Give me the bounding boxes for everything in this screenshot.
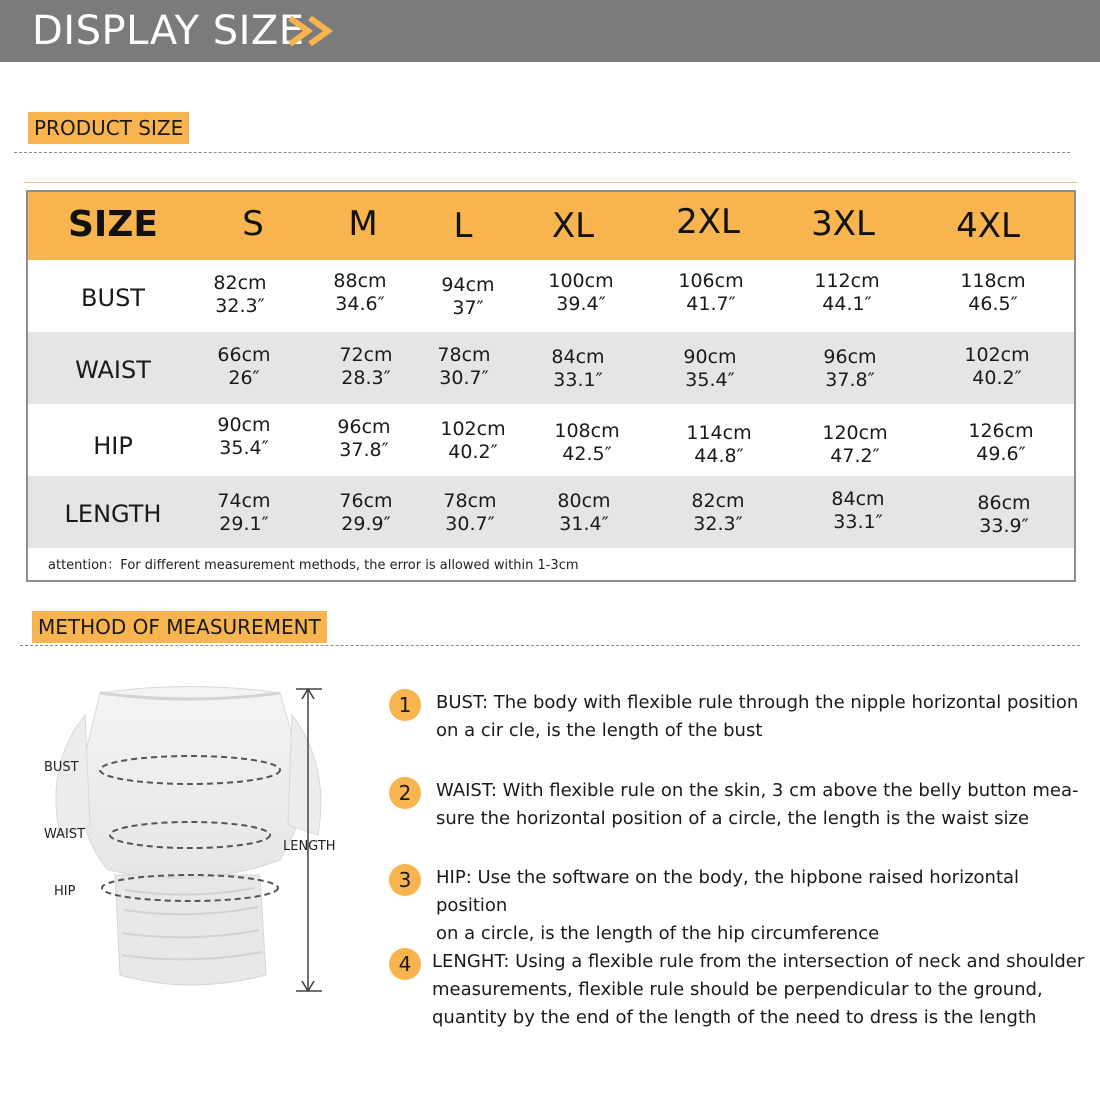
cell: 112cm 44.1″ bbox=[814, 270, 880, 315]
cell: 118cm 46.5″ bbox=[960, 270, 1026, 315]
header-s: S bbox=[242, 204, 264, 244]
table-row-length bbox=[28, 476, 1074, 548]
step-3-text: HIP: Use the software on the body, the hipbone raised horizontal position on a circle, is the length of the hip circumference bbox=[436, 867, 1020, 944]
fig-label-bust: BUST bbox=[44, 760, 79, 775]
table-top-rule bbox=[24, 182, 1078, 183]
step-2-text: WAIST: With flexible rule on the skin, 3 cm above the belly button mea- sure the horizontal position of a circle, the length is the waist size bbox=[436, 780, 1079, 829]
header-2xl: 2XL bbox=[676, 202, 740, 242]
double-chevron-icon bbox=[286, 14, 338, 48]
cell: 76cm 29.9″ bbox=[339, 490, 393, 535]
table-row-bust bbox=[28, 260, 1074, 332]
cell: 84cm 33.1″ bbox=[551, 346, 605, 391]
cell: 120cm 47.2″ bbox=[822, 422, 888, 467]
cell: 108cm 42.5″ bbox=[554, 420, 620, 465]
size-table bbox=[26, 190, 1076, 582]
step-4-text: LENGHT: Using a flexible rule from the intersection of neck and shoulder measurements, flexible rule should be perpendicular to the ground, quantity by the end of the length of the need to dress is the length bbox=[432, 951, 1085, 1028]
cell: 66cm 26″ bbox=[217, 344, 271, 389]
page-title: DISPLAY SIZE bbox=[32, 8, 305, 54]
cell: 80cm 31.4″ bbox=[557, 490, 611, 535]
cell: 78cm 30.7″ bbox=[443, 490, 497, 535]
cell: 126cm 49.6″ bbox=[968, 420, 1034, 465]
cell: 82cm 32.3″ bbox=[213, 272, 267, 317]
cell: 90cm 35.4″ bbox=[683, 346, 737, 391]
cell: 82cm 32.3″ bbox=[691, 490, 745, 535]
header-m: M bbox=[348, 204, 378, 244]
row-label: HIP bbox=[93, 432, 133, 460]
display-size-header bbox=[0, 0, 1100, 62]
cell: 84cm 33.1″ bbox=[831, 488, 885, 533]
header-3xl: 3XL bbox=[811, 204, 875, 244]
row-label: BUST bbox=[81, 284, 145, 312]
fig-label-waist: WAIST bbox=[44, 827, 86, 842]
table-row-waist bbox=[28, 332, 1074, 404]
fig-label-hip: HIP bbox=[54, 884, 76, 899]
cell: 74cm 29.1″ bbox=[217, 490, 271, 535]
method-label: METHOD OF MEASUREMENT bbox=[32, 611, 327, 643]
section-divider bbox=[20, 645, 1080, 646]
table-row-hip bbox=[28, 404, 1074, 476]
header-xl: XL bbox=[551, 206, 595, 246]
step-1-badge: 1 bbox=[389, 689, 421, 721]
section-divider bbox=[14, 152, 1070, 153]
garment-figure bbox=[30, 675, 360, 1005]
cell: 106cm 41.7″ bbox=[678, 270, 744, 315]
cell: 114cm 44.8″ bbox=[686, 422, 752, 467]
step-3-badge: 3 bbox=[389, 864, 421, 896]
cell: 72cm 28.3″ bbox=[339, 344, 393, 389]
cell: 96cm 37.8″ bbox=[337, 416, 391, 461]
cell: 100cm 39.4″ bbox=[548, 270, 614, 315]
cell: 90cm 35.4″ bbox=[217, 414, 271, 459]
row-label: LENGTH bbox=[64, 500, 162, 528]
cell: 96cm 37.8″ bbox=[823, 346, 877, 391]
fig-label-length: LENGTH bbox=[283, 839, 336, 854]
header-l: L bbox=[453, 206, 473, 246]
cell: 86cm 33.9″ bbox=[977, 492, 1031, 537]
step-1-text: BUST: The body with flexible rule through the nipple horizontal position on a cir cle, is the length of the bust bbox=[436, 692, 1079, 741]
row-label: WAIST bbox=[75, 356, 151, 384]
cell: 88cm 34.6″ bbox=[333, 270, 387, 315]
step-4-badge: 4 bbox=[389, 948, 421, 980]
cell: 78cm 30.7″ bbox=[437, 344, 491, 389]
header-size: SIZE bbox=[67, 204, 159, 245]
header-4xl: 4XL bbox=[956, 206, 1020, 246]
attention-note: attention：For different measurement methods, the error is allowed within 1-3cm bbox=[48, 558, 579, 573]
table-header-row bbox=[28, 192, 1074, 260]
step-2-badge: 2 bbox=[389, 777, 421, 809]
cell: 102cm 40.2″ bbox=[440, 418, 506, 463]
product-size-label: PRODUCT SIZE bbox=[28, 112, 189, 144]
cell: 102cm 40.2″ bbox=[964, 344, 1030, 389]
cell: 94cm 37″ bbox=[441, 274, 495, 319]
